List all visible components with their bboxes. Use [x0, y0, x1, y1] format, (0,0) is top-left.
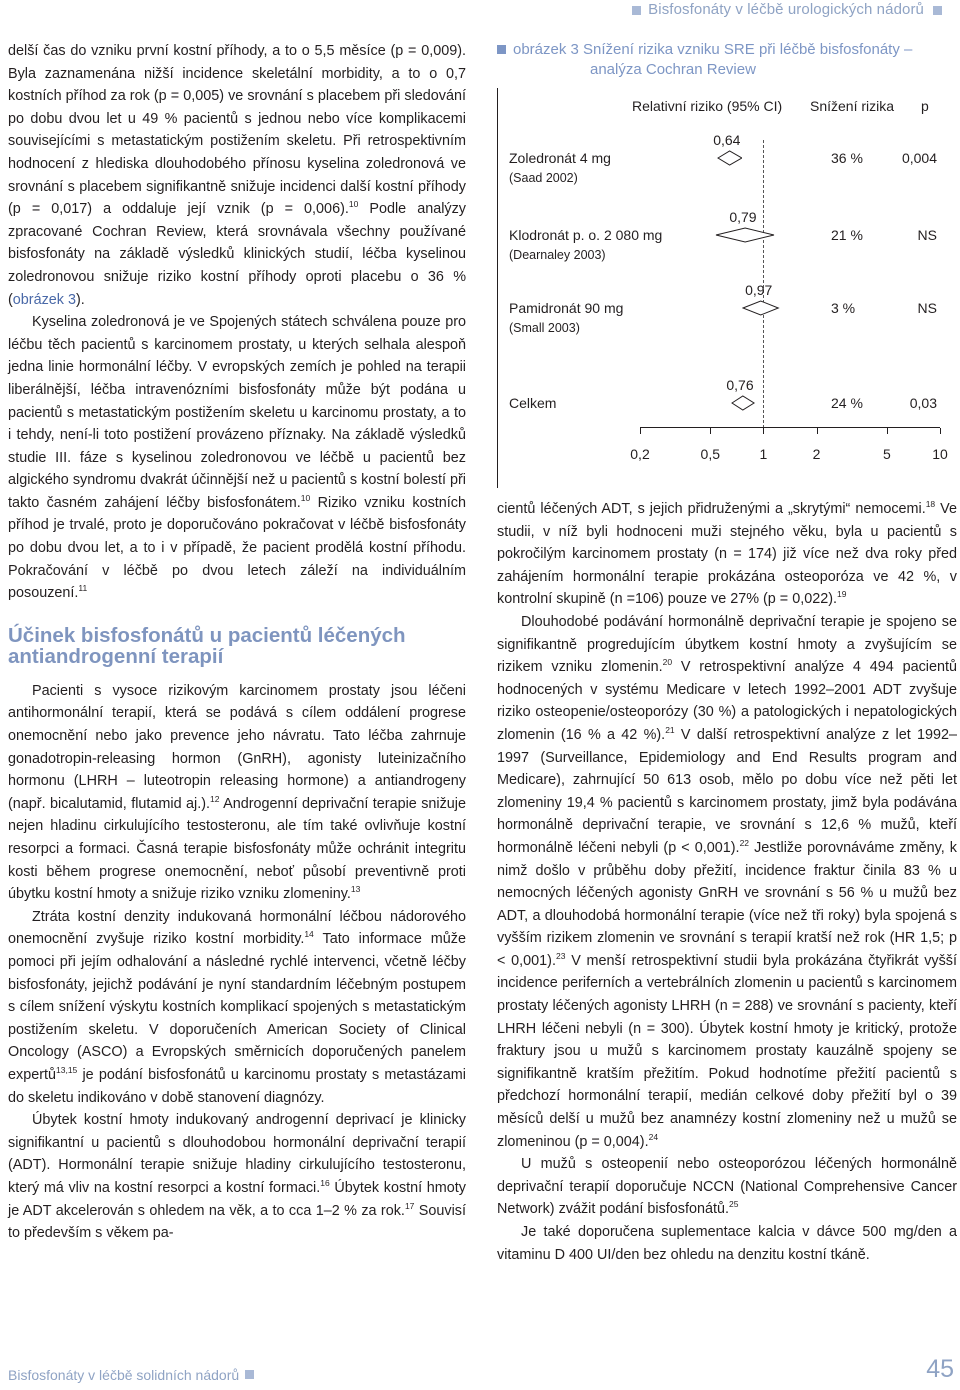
x-axis-tick-label: 2: [812, 446, 821, 462]
figure-caption: [497, 40, 957, 80]
paragraph: Je také doporučena suplementace kalcia v dávce 500 mg/den a vitaminu D 400 UI/den bez ohledu na denzitu kostní tkáně.: [497, 1224, 957, 1263]
x-axis-tick: [817, 428, 818, 434]
row-risk-reduction: 21 %: [831, 227, 863, 243]
ci-diamond-shape: [743, 301, 778, 315]
row-p-value: 0,004: [901, 150, 937, 166]
ci-diamond: [742, 300, 779, 316]
paragraph: cientů léčených ADT, s jejich přidruženými a „skrytými“ nemocemi.$^{18}$ Ve studii, v níž byli hodnoceni muži stejného věku, byla u pacientů s pokročilým karcinomem prostaty (n = 174) již více než dva roky před zahájením hormonální terapie prokázána osteoporóza ve 42 %, v kontrolní skupině (n =106) pouze ve 27% (p = 0,022).$^{19}$: [497, 499, 957, 608]
paragraph: Pacienti s vysoce rizikovým karcinomem prostaty jsou léčeni antihormonální terapií, která se podává s cílem oddálení progrese onemocnění nebo jako prevence jeho návratu. Tato léčba zahrnuje gonadotropin-releasing hormon (GnRH), agonisty luteinizačního hormonu (LHRH – luteotropin releasing hormone) a antiandrogeny (např. bicalutamid, flutamid aj.).$^{12}$ Androgenní deprivační terapie snižuje nejen hladinu cirkulujícího testosteronu, ale tím také ovlivňuje kostní resorpci a formaci. Časná terapie bisfosfonáty může ochránit integritu kosti během progrese onemocnění, neboť působí preventivně proti úbytku kostní hmoty a snižuje riziko vzniku zlomeniny.$^{13}$: [8, 682, 466, 903]
paragraph: Ztráta kostní denzity indukovaná hormonální léčbou nádorového onemocnění zvyšuje riziko kostní morbidity.$^{14}$ Tato informace může pomoci při jejím odhalování a následné rychlé intervenci, včetně léčby bisfosfonáty, jejichž podávání je nyní standardním léčebným postupem s cílem snížení výskytu kostních komplikací spojených s metastatickým postižením skeletu. V doporučeních American Society of Clinical Oncology (ASCO) a Evropských směrnicích doporučených panelem expertů$^{13,15}$ je podání bisfosfonátů u karcinomu prostaty s metastázami do skeletu indikováno v době stanovení diagnózy.: [8, 908, 466, 1106]
section-heading: Účinek bisfosfonátů u pacientů léčených antiandrogenní terapií: [8, 623, 406, 668]
row-study-label: (Saad 2002): [509, 171, 578, 185]
x-axis-tick-label: 0,2: [630, 446, 650, 462]
row-rr-label: 0,79: [729, 209, 757, 225]
paragraph: Kyselina zoledronová je ve Spojených státech schválena pouze pro léčbu těch pacientů s karcinomem prostaty, u kterých selhala alespoň jedna linie hormonální léčby. V evropských zemích je pohled na terapii liberálnější, léčba intravenózními bisfosfonáty může být podána u pacientů s metastatickým postižením skeletu u karcinomu prostaty, a to i tehdy, není-li toto postižení provázeno příznaky. Na základě výsledků studie III. fáze s kyselinou zoledronovou ve léčbě u pacientů bez algického syndromu dvakrát účinnější než u pacientů s kostní bolestí při takto časném zahájení léčby bisfosfonátem.$^{10}$ Riziko vzniku kostních příhod je trvalé, proto je doporučováno pokračovat v léčbě bisfosfonáty po dobu dvou let, a to i v případě, že pacient prodělá kostní příhodu. Pokračování v léčbě po dvou letech záleží na individuálním posouzení.$^{11}$: [8, 314, 467, 602]
figure-caption-line: obrázek 3 Snížení rizika vzniku SRE při léčbě bisfosfonáty –: [513, 41, 913, 58]
x-axis-tick: [710, 428, 711, 434]
running-header-text: Bisfosfonáty v léčbě urologických nádorů: [648, 1, 924, 18]
row-study-label: (Dearnaley 2003): [509, 248, 606, 262]
x-axis-tick-label: 0,5: [700, 446, 720, 462]
forest-plot: [497, 88, 960, 488]
row-risk-reduction: 24 %: [831, 395, 863, 411]
running-header-title: [648, 1, 924, 18]
paragraph: delší čas do vzniku první kostní příhody, a to o 5,5 měsíce (p = 0,009). Byla zaznamenána nižší incidence skeletální morbidity, a to o 0,7 kostních příhod za rok (p = 0,005) ve srovnání s placebem při sledování po dobu dvou let u 49 % pacientů s jednou nebo více komplikacemi souvisejícími s metastatickým postižením skeletu. Při retrospektivním hodnocení z hlediska dlouhodobého přínosu kyselina zoledronová ve srovnání s placebem signifikantně snižuje incidenci další kostní příhody (p = 0,017) a oddaluje její vznik (p = 0,006).$^{10}$ Podle analýzy zpracované Cochran Review, která srovnávala všechny používané bisfosfonáty na základě výsledků klinických studií, léčba kyselinou zoledronovou snižuje riziko kostní příhody oproti placebu o 36 % (obrázek 3).: [8, 43, 466, 308]
right-column: [497, 498, 957, 1266]
x-axis-tick: [763, 428, 764, 434]
row-p-value: 0,03: [909, 395, 937, 411]
ci-diamond-shape: [732, 396, 754, 410]
column-header-risk-reduction: Snížení rizika: [810, 98, 895, 114]
ci-diamond: [717, 150, 743, 166]
x-axis-tick-label: 1: [759, 446, 768, 462]
figure-reference-link[interactable]: obrázek 3: [12, 291, 76, 308]
square-bullet-icon: [933, 6, 942, 15]
running-footer: [8, 1367, 254, 1383]
running-footer-text: Bisfosfonáty v léčbě solidních nádorů: [8, 1367, 240, 1383]
paragraph: U mužů s osteopenií nebo osteoporózou léčených hormonálně deprivační terapií doporučuje NCCN (National Comprehensive Cancer Network) zvážit podání bisfosfonátů.$^{25}$: [497, 1156, 957, 1218]
paragraph: Dlouhodobé podávání hormonálně deprivační terapie je spojeno se signifikantně progredujícím úbytkem kostní hmoty a zvyšujícím se rizikem vzniku zlomenin.$^{20}$ V retrospektivní analýze 4 494 pacientů hodnocených v systému Medicare v letech 1992–2001 ADT zvyšuje riziko osteopenie/osteoporózy (30 %) a patologických i nepatologických zlomenin (16 % a 42 %).$^{21}$ V další retrospektivní analýze z let 1992–1997 (Surveillance, Epidemiology and End Results program and Medicare), zahrnující 50 613 osob, mělo po dobu více než pěti let zlomeniny 19,4 % pacientů s karcinomem prostaty, jimž byla podávána hormonálně deprivační terapie, ve srovnání s 12,6 % mužů, kteří hormonálně léčeni nebyli (p < 0,001).$^{22}$ Jestliže porovnáváme změny, k nimž došlo v průběhu doby přežití, incidence fraktur činila 83 % u nemocných léčených agonisty GnRH ve srovnání s 56 % u mužů bez ADT, a dlouhodobá hormonální terapie (více než tři roky) byla spojená s vyšším rizikem zlomenin ve srovnání s terapií kratší než rok (HR 1,5; p < 0,001).$^{23}$ V menší retrospektivní studii byla prokázána čtyřikrát vyšší incidence periferních a vertebrálních zlomenin u pacientů s karcinomem prostaty léčených agonisty LHRH (n = 288) ve srovnání s pacienty, kteří LHRH léčeni nebyli (n = 300). Úbytek kostní hmoty je kritický, protože fraktury jsou u mužů s karcinomem prostaty kauzálně spojeny se signifikantně kratším přežitím. Pokud hodnotíme přežití pacientů s předchozí hormonální terapií, medián celkové doby přežití byl o 39 měsíců delší u mužů bez anamnézy kostní zlomeniny než u mužů se zlomeninou (p = 0,004).$^{24}$: [497, 613, 957, 1150]
paragraph: Úbytek kostní hmoty indukovaný androgenní deprivací je klinicky signifikantní u pacientů s dlouhodobou hormonální deprivační terapií (ADT). Hormonální terapie snižuje hladiny cirkulujícího testosteronu, který má vliv na kostní resorpci a kostní formaci.$^{16}$ Úbytek kostní hmoty je ADT akcelerován s ohledem na věk, a to cca 1–2 % za rok.$^{17}$ Souvisí to především s věkem pa-: [8, 1112, 466, 1242]
column-header-relative-risk: Relativní riziko (95% CI): [632, 98, 783, 114]
row-drug-label: Pamidronát 90 mg: [509, 300, 624, 316]
x-axis-tick-label: 10: [932, 446, 948, 462]
row-study-label: (Small 2003): [509, 321, 580, 335]
row-rr-label: 0,76: [726, 377, 754, 393]
x-axis-tick: [940, 428, 941, 434]
left-column: [8, 40, 466, 1245]
page-number: 45: [926, 1355, 954, 1383]
ci-diamond-shape: [718, 151, 742, 165]
row-rr-label: 0,97: [745, 282, 773, 298]
column-header-p: p: [921, 98, 929, 114]
x-axis-tick-label: 5: [882, 446, 891, 462]
ci-diamond-shape: [716, 228, 774, 242]
ci-diamond: [731, 395, 755, 411]
square-bullet-icon: [245, 1370, 254, 1379]
row-p-value: NS: [917, 227, 937, 243]
square-bullet-icon: [632, 6, 641, 15]
row-drug-label: Celkem: [509, 395, 557, 411]
row-p-value: NS: [917, 300, 937, 316]
x-axis: [640, 427, 940, 428]
row-risk-reduction: 3 %: [831, 300, 856, 316]
x-axis-tick: [640, 428, 641, 434]
ci-diamond: [715, 227, 775, 243]
running-header: [0, 0, 960, 22]
x-axis-tick: [887, 428, 888, 434]
square-bullet-icon: [497, 45, 506, 54]
figure-caption-line: analýza Cochran Review: [590, 61, 756, 78]
row-drug-label: Zoledronát 4 mg: [509, 150, 611, 166]
row-drug-label: Klodronát p. o. 2 080 mg: [509, 227, 663, 243]
row-risk-reduction: 36 %: [831, 150, 863, 166]
row-rr-label: 0,64: [713, 132, 741, 148]
